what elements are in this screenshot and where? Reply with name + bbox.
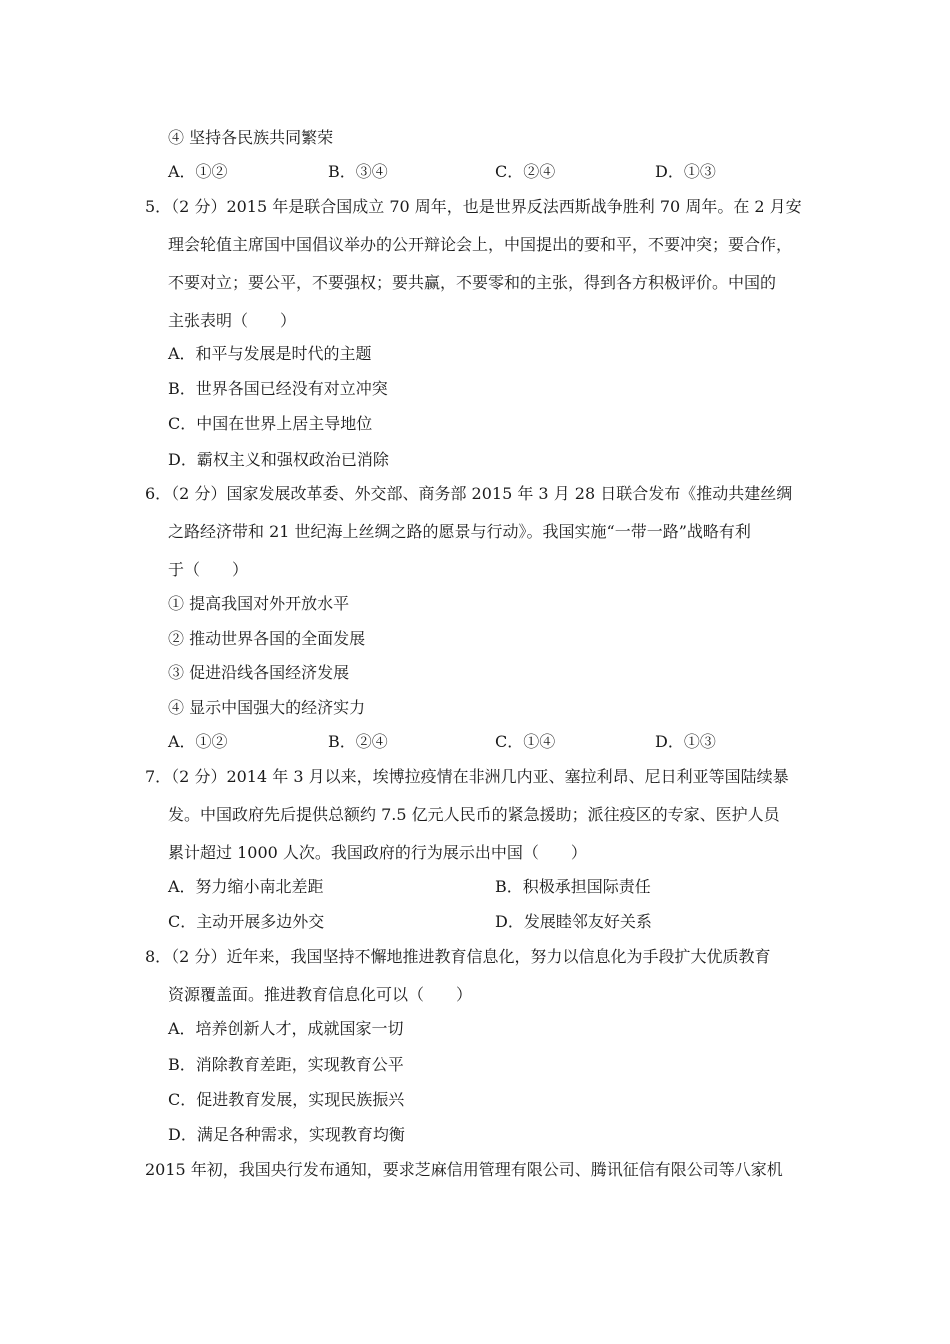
q7-option-c: C．主动开展多边外交 — [168, 912, 325, 931]
q7-option-b: B．积极承担国际责任 — [495, 877, 651, 896]
q6-item-1: ① 提高我国对外开放水平 — [168, 594, 350, 613]
q6-option-c: C．①④ — [495, 732, 556, 751]
q5-option-a: A．和平与发展是时代的主题 — [168, 344, 372, 363]
q6-item-3: ③ 促进沿线各国经济发展 — [168, 663, 350, 682]
q8-option-a: A．培养创新人才，成就国家一切 — [168, 1019, 404, 1038]
q6-option-b: B．②④ — [328, 732, 388, 751]
q6-stem-line-3: 于（ ） — [168, 560, 249, 579]
q8-option-d: D．满足各种需求，实现教育均衡 — [168, 1125, 405, 1144]
q6-stem-line-2: 之路经济带和 21 世纪海上丝绸之路的愿景与行动》。我国实施“一带一路”战略有利 — [168, 522, 751, 541]
q5-stem-line-1: 5．（2 分）2015 年是联合国成立 70 周年，也是世界反法西斯战争胜利 70 周年。在 2 月安 — [145, 197, 802, 216]
q4-option-c: C．②④ — [495, 162, 556, 181]
q6-option-d: D．①③ — [655, 732, 716, 751]
q5-option-b: B．世界各国已经没有对立冲突 — [168, 379, 388, 398]
q6-stem-line-1: 6．（2 分）国家发展改革委、外交部、商务部 2015 年 3 月 28 日联合发布《推动共建丝绸 — [145, 484, 793, 503]
q4-option-a: A．①② — [168, 162, 228, 181]
q8-option-b: B．消除教育差距，实现教育公平 — [168, 1055, 404, 1074]
q5-option-d: D．霸权主义和强权政治已消除 — [168, 450, 389, 469]
q6-option-a: A．①② — [168, 732, 228, 751]
q7-stem-line-3: 累计超过 1000 人次。我国政府的行为展示出中国（ ） — [168, 843, 587, 862]
q5-stem-line-3: 不要对立；要公平，不要强权；要共赢，不要零和的主张，得到各方积极评价。中国的 — [168, 273, 777, 292]
q4-item-4: ④ 坚持各民族共同繁荣 — [168, 128, 334, 147]
q7-stem-line-2: 发。中国政府先后提供总额约 7.5 亿元人民币的紧急援助；派往疫区的专家、医护人员 — [168, 805, 780, 824]
next-passage-line-1: 2015 年初，我国央行发布通知，要求芝麻信用管理有限公司、腾讯征信有限公司等八家机 — [145, 1160, 783, 1179]
q8-stem-line-2: 资源覆盖面。推进教育信息化可以（ ） — [168, 985, 473, 1004]
q6-item-4: ④ 显示中国强大的经济实力 — [168, 698, 366, 717]
q5-stem-line-2: 理会轮值主席国中国倡议举办的公开辩论会上，中国提出的要和平，不要冲突；要合作， — [168, 235, 793, 254]
q7-option-a: A．努力缩小南北差距 — [168, 877, 324, 896]
q8-stem-line-1: 8．（2 分）近年来，我国坚持不懈地推进教育信息化，努力以信息化为手段扩大优质教育 — [145, 947, 771, 966]
q7-stem-line-1: 7．（2 分）2014 年 3 月以来，埃博拉疫情在非洲几内亚、塞拉利昂、尼日利亚等国陆续暴 — [145, 767, 789, 786]
q6-item-2: ② 推动世界各国的全面发展 — [168, 629, 366, 648]
q4-option-d: D．①③ — [655, 162, 716, 181]
q5-stem-line-4: 主张表明（ ） — [168, 311, 297, 330]
q8-option-c: C．促进教育发展，实现民族振兴 — [168, 1090, 405, 1109]
q4-option-b: B．③④ — [328, 162, 388, 181]
q7-option-d: D．发展睦邻友好关系 — [495, 912, 652, 931]
q5-option-c: C．中国在世界上居主导地位 — [168, 414, 373, 433]
